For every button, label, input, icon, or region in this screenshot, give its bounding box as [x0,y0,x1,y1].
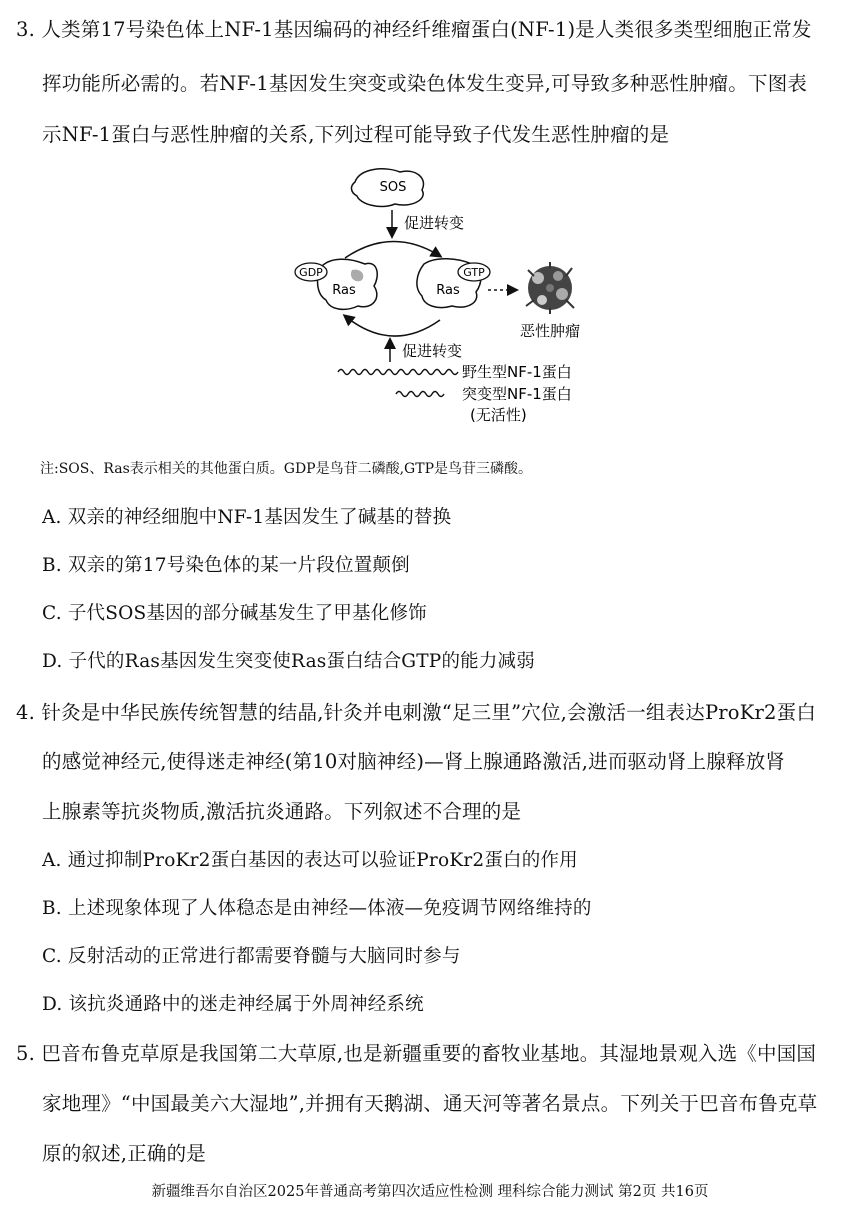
promote-top-label: 促进转变 [404,214,465,232]
q5-stem-line-2: 家地理》“中国最美六大湿地”,并拥有天鹅湖、通天河等著名景点。下列关于巴音布鲁克草 [42,1092,818,1115]
q3-note: 注:SOS、Ras表示相关的其他蛋白质。GDP是鸟苷二磷酸,GTP是鸟苷三磷酸。 [40,461,532,477]
wild-type-label: 野生型NF-1蛋白 [462,363,572,381]
q3-stem-line-1: 3. 人类第17号染色体上NF-1基因编码的神经纤维瘤蛋白(NF-1)是人类很多类型细胞正常发 [16,18,812,41]
page-footer: 新疆维吾尔自治区2025年普通高考第四次适应性检测 理科综合能力测试 第2页 共16页 [151,1184,709,1200]
inactive-label: (无活性) [470,406,527,424]
wild-type-coil [338,370,458,375]
q4-stem-line-1: 4. 针灸是中华民族传统智慧的结晶,针灸并电刺激“足三里”穴位,会激活一组表达ProKr2蛋白 [16,701,817,724]
q3-option-c[interactable]: C. 子代SOS基因的部分碱基发生了甲基化修饰 [42,603,427,624]
top-conversion-arc [345,241,440,258]
bottom-conversion-arc [345,316,440,336]
q4-option-c[interactable]: C. 反射活动的正常进行都需要脊髓与大脑同时参与 [42,946,461,967]
gtp-label: GTP [463,266,485,279]
q3-stem-line-2: 挥功能所必需的。若NF-1基因发生突变或染色体发生变异,可导致多种恶性肿瘤。下图表 [42,72,808,95]
q4-stem-line-3: 上腺素等抗炎物质,激活抗炎通路。下列叙述不合理的是 [42,800,522,823]
q3-stem-line-3: 示NF-1蛋白与恶性肿瘤的关系,下列过程可能导致子代发生恶性肿瘤的是 [42,123,670,146]
q3-option-d[interactable]: D. 子代的Ras基因发生突变使Ras蛋白结合GTP的能力减弱 [42,651,535,672]
q5-stem-line-1: 5. 巴音布鲁克草原是我国第二大草原,也是新疆重要的畜牧业基地。其湿地景观入选《中国国 [16,1042,817,1065]
mutant-coil [396,392,444,397]
nf1-ras-figure [0,160,860,430]
q4-option-a[interactable]: A. 通过抑制ProKr2蛋白基因的表达可以验证ProKr2蛋白的作用 [42,850,578,871]
promote-bottom-label: 促进转变 [402,342,463,360]
ras-left-label: Ras [332,283,356,298]
q3-option-b[interactable]: B. 双亲的第17号染色体的某一片段位置颠倒 [42,555,410,576]
tumor-icon [526,262,574,314]
q5-stem-line-3: 原的叙述,正确的是 [42,1142,206,1165]
q4-stem-line-2: 的感觉神经元,使得迷走神经(第10对脑神经)—肾上腺通路激活,进而驱动肾上腺释放肾 [42,750,786,773]
gdp-label: GDP [299,266,323,279]
ras-right-label: Ras [436,283,460,298]
q4-option-b[interactable]: B. 上述现象体现了人体稳态是由神经—体液—免疫调节网络维持的 [42,898,592,919]
q3-option-a[interactable]: A. 双亲的神经细胞中NF-1基因发生了碱基的替换 [42,507,452,528]
q4-option-d[interactable]: D. 该抗炎通路中的迷走神经属于外周神经系统 [42,994,424,1015]
sos-label: SOS [379,180,407,195]
mutant-label: 突变型NF-1蛋白 [462,385,572,403]
tumor-label: 恶性肿瘤 [519,322,581,340]
